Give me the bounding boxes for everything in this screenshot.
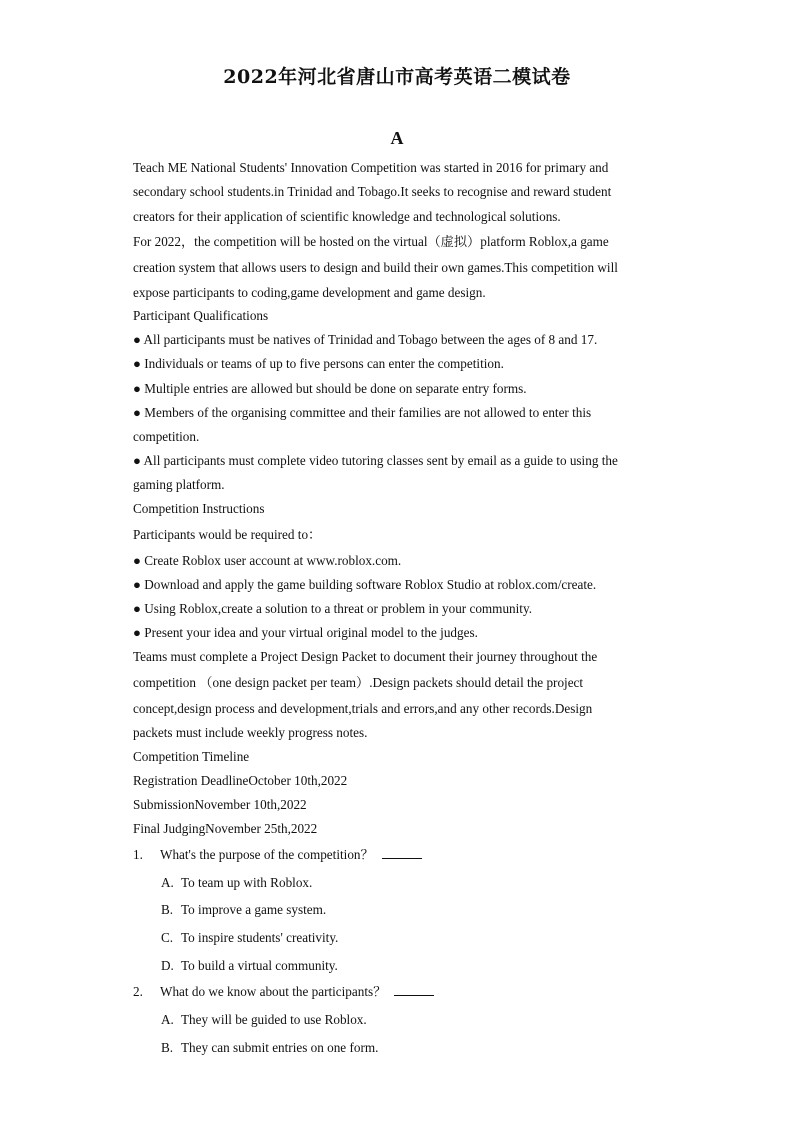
timeline-entry: SubmissionNovember 10th,2022 (133, 797, 307, 812)
option-letter: C. (161, 930, 174, 945)
passage-line: Teach ME National Students' Innovation Competition was started in 2016 for primary and (133, 160, 609, 175)
option-a[interactable] (161, 875, 312, 891)
option-b[interactable] (161, 1040, 378, 1056)
passage-line: creation system that allows users to design and build their own games.This competition will (133, 260, 618, 275)
subheading-instructions: Competition Instructions (133, 501, 265, 516)
option-text: They can submit entries on one form. (181, 1040, 379, 1055)
bullet-item: ● All participants must be natives of Trinidad and Tobago between the ages of 8 and 17. (133, 332, 598, 347)
question-number: 1. (133, 847, 143, 862)
passage-line: For 2022，the competition will be hosted on the virtual（虚拟）platform Roblox,a game (133, 234, 609, 249)
bullet-item: ● Present your idea and your virtual original model to the judges. (133, 625, 478, 640)
option-c[interactable] (161, 930, 338, 946)
option-letter: D. (161, 958, 174, 973)
option-d[interactable] (161, 958, 338, 974)
bullet-item-continued: competition. (133, 429, 200, 444)
option-letter: B. (161, 1040, 174, 1055)
passage-line: secondary school students.in Trinidad and Tobago.It seeks to recognise and reward student (133, 184, 612, 199)
option-letter: A. (161, 875, 174, 890)
bullet-item-continued: gaming platform. (133, 477, 225, 492)
section-heading: A (390, 128, 404, 148)
bullet-item: ● Multiple entries are allowed but should be done on separate entry forms. (133, 381, 527, 396)
passage-line: packets must include weekly progress notes. (133, 725, 368, 740)
page-title: 2022年河北省唐山市高考英语二模试卷 (223, 66, 571, 88)
passage-line: competition （one design packet per team）.Design packets should detail the project (133, 675, 584, 690)
option-b[interactable] (161, 902, 326, 918)
timeline-entry: Final JudgingNovember 25th,2022 (133, 821, 318, 836)
bullet-item: ● Members of the organising committee and their families are not allowed to enter this (133, 405, 592, 420)
subheading-qualifications: Participant Qualifications (133, 308, 269, 323)
bullet-item: ● All participants must complete video tutoring classes sent by email as a guide to using the (133, 453, 618, 468)
option-a[interactable] (161, 1012, 367, 1028)
bullet-item: ● Using Roblox,create a solution to a threat or problem in your community. (133, 601, 532, 616)
question-number: 2. (133, 984, 143, 999)
option-letter: A. (161, 1012, 174, 1027)
passage-line: Participants would be required to： (133, 527, 322, 542)
question-text: What's the purpose of the competition？ (160, 847, 374, 862)
question-1 (160, 847, 422, 863)
answer-blank[interactable] (394, 984, 434, 996)
option-text: To improve a game system. (181, 902, 327, 917)
passage-line: creators for their application of scientific knowledge and technological solutions. (133, 209, 561, 224)
passage-line: concept,design process and development,trials and errors,and any other records.Design (133, 701, 593, 716)
answer-blank[interactable] (382, 847, 422, 859)
option-text: To team up with Roblox. (181, 875, 313, 890)
passage-line: Teams must complete a Project Design Packet to document their journey throughout the (133, 649, 598, 664)
bullet-item: ● Individuals or teams of up to five persons can enter the competition. (133, 356, 504, 371)
bullet-item: ● Download and apply the game building software Roblox Studio at roblox.com/create. (133, 577, 597, 592)
bullet-item: ● Create Roblox user account at www.roblox.com. (133, 553, 402, 568)
option-text: To build a virtual community. (181, 958, 338, 973)
option-text: They will be guided to use Roblox. (181, 1012, 367, 1027)
subheading-timeline: Competition Timeline (133, 749, 250, 764)
question-text: What do we know about the participants？ (160, 984, 387, 999)
passage-line: expose participants to coding,game development and game design. (133, 285, 486, 300)
timeline-entry: Registration DeadlineOctober 10th,2022 (133, 773, 348, 788)
question-2 (160, 984, 434, 1000)
option-text: To inspire students' creativity. (181, 930, 339, 945)
option-letter: B. (161, 902, 174, 917)
